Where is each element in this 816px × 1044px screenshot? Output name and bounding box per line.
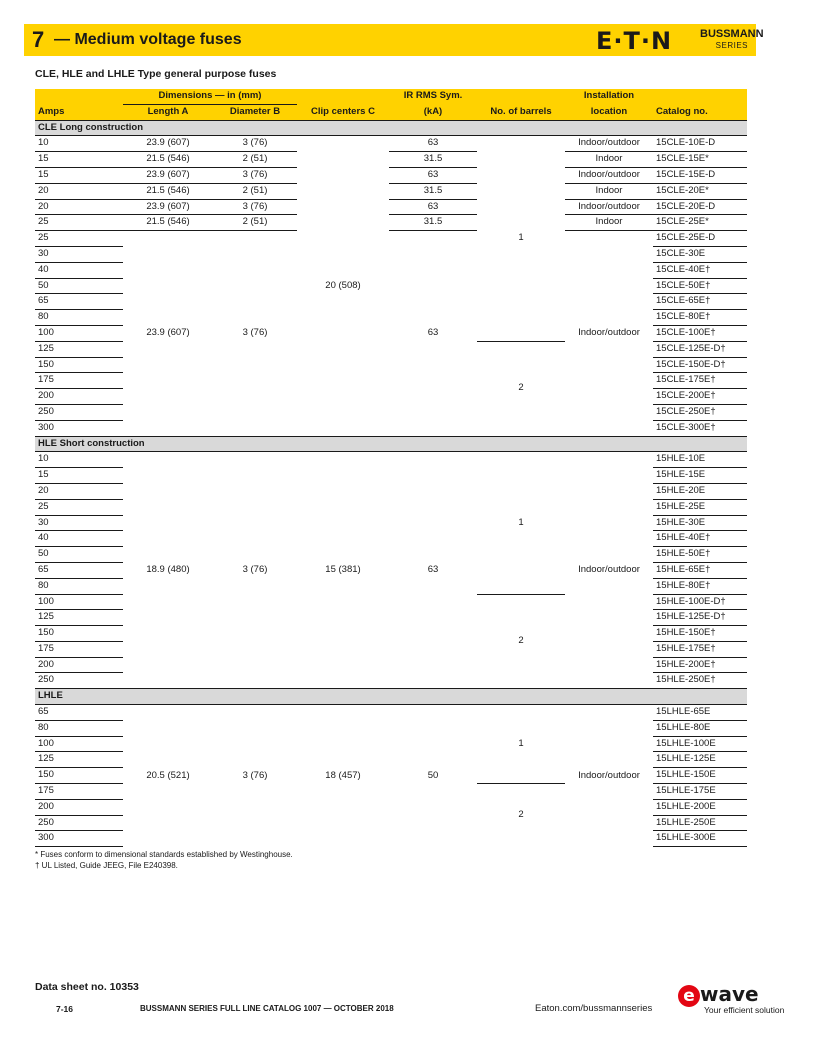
amps-cell: 175	[35, 373, 123, 389]
catalog-cell: 15HLE-25E	[653, 499, 747, 515]
location-cell: Indoor	[565, 152, 653, 168]
catalog-cell: 15CLE-300E†	[653, 420, 747, 436]
header-row-2	[35, 104, 747, 120]
location-cell: Indoor	[565, 183, 653, 199]
catalog-cell: 15HLE-40E†	[653, 531, 747, 547]
header-diameter: Diameter B	[213, 104, 297, 120]
catalog-cell: 15CLE-10E-D	[653, 136, 747, 152]
catalog-cell: 15CLE-40E†	[653, 262, 747, 278]
amps-cell: 150	[35, 357, 123, 373]
table-row	[35, 167, 747, 183]
brand-sub: SERIES	[715, 41, 748, 50]
amps-cell: 15	[35, 167, 123, 183]
catalog-cell: 15HLE-175E†	[653, 641, 747, 657]
amps-cell: 65	[35, 705, 123, 721]
amps-cell: 175	[35, 641, 123, 657]
location-cell: Indoor/outdoor	[578, 563, 640, 575]
chapter-number: 7	[32, 27, 45, 52]
catalog-cell: 15LHLE-65E	[653, 705, 747, 721]
clip-cell: 15 (381)	[325, 563, 361, 575]
catalog-cell: 15HLE-10E	[653, 452, 747, 468]
group-label-hle: HLE Short construction	[35, 436, 747, 452]
diameter-cell: 3 (76)	[213, 136, 297, 152]
amps-cell: 15	[35, 468, 123, 484]
header-row-1	[35, 89, 747, 104]
diameter-cell: 3 (76)	[213, 199, 297, 215]
ewave-text: wave	[700, 982, 759, 1006]
barrels-cell: 1	[477, 705, 565, 784]
catalog-cell: 15LHLE-100E	[653, 736, 747, 752]
amps-cell: 100	[35, 594, 123, 610]
catalog-cell: 15CLE-25E-D	[653, 231, 747, 247]
group-row	[35, 689, 747, 705]
amps-cell: 20	[35, 199, 123, 215]
amps-cell: 250	[35, 815, 123, 831]
location-cell: Indoor/outdoor	[565, 199, 653, 215]
length-cell: 21.5 (546)	[123, 183, 213, 199]
amps-cell: 20	[35, 483, 123, 499]
catalog-cell: 15CLE-30E	[653, 246, 747, 262]
catalog-cell: 15HLE-250E†	[653, 673, 747, 689]
catalog-cell: 15HLE-100E-D†	[653, 594, 747, 610]
fuse-table	[35, 89, 747, 847]
group-label-lhle: LHLE	[35, 689, 747, 705]
section-title: CLE, HLE and LHLE Type general purpose fuses	[35, 68, 277, 80]
amps-cell: 25	[35, 215, 123, 231]
header-blank	[653, 89, 747, 104]
chapter-title: — Medium voltage fuses	[54, 31, 242, 48]
barrels-cell: 2	[518, 634, 524, 646]
ir-cell: 50	[427, 769, 439, 781]
amps-cell: 125	[35, 610, 123, 626]
location-cell: Indoor	[565, 215, 653, 231]
amps-cell: 200	[35, 799, 123, 815]
catalog-cell: 15CLE-250E†	[653, 404, 747, 420]
length-cell: 23.9 (607)	[146, 326, 190, 338]
amps-cell: 20	[35, 183, 123, 199]
catalog-cell: 15HLE-65E†	[653, 562, 747, 578]
amps-cell: 40	[35, 262, 123, 278]
ir-cell: 31.5	[389, 215, 477, 231]
footnote-ul-listed: † UL Listed, Guide JEEG, File E240398.	[35, 861, 178, 870]
length-cell: 23.9 (607)	[123, 199, 213, 215]
catalog-cell: 15CLE-20E-D	[653, 199, 747, 215]
length-cell: 21.5 (546)	[123, 215, 213, 231]
catalog-cell: 15LHLE-80E	[653, 720, 747, 736]
catalog-cell: 15LHLE-300E	[653, 831, 747, 847]
catalog-cell: 15HLE-200E†	[653, 657, 747, 673]
ir-cell: 63	[427, 563, 439, 575]
amps-cell: 10	[35, 452, 123, 468]
group-row	[35, 120, 747, 136]
catalog-cell: 15HLE-80E†	[653, 578, 747, 594]
catalog-cell: 15LHLE-125E	[653, 752, 747, 768]
catalog-title: BUSSMANN SERIES FULL LINE CATALOG 1007 — OCTOBER 2018	[140, 1004, 394, 1013]
amps-cell: 50	[35, 547, 123, 563]
catalog-cell: 15LHLE-150E	[653, 768, 747, 784]
header-blank	[297, 89, 389, 104]
amps-cell: 30	[35, 515, 123, 531]
eaton-logo: E·T·N	[596, 27, 673, 55]
catalog-cell: 15CLE-20E*	[653, 183, 747, 199]
ir-cell: 63	[427, 326, 439, 338]
header-dimensions: Dimensions — in (mm)	[123, 89, 297, 104]
header-amps: Amps	[35, 104, 123, 120]
amps-cell: 25	[35, 231, 123, 247]
ir-cell: 63	[389, 136, 477, 152]
ir-cell: 63	[389, 167, 477, 183]
catalog-cell: 15HLE-50E†	[653, 547, 747, 563]
table-body	[35, 120, 747, 847]
catalog-cell: 15HLE-15E	[653, 468, 747, 484]
diameter-cell: 3 (76)	[242, 769, 268, 781]
amps-cell: 125	[35, 752, 123, 768]
table-row	[35, 152, 747, 168]
header-ir-rms: IR RMS Sym.	[389, 89, 477, 104]
group-row	[35, 436, 747, 452]
barrels-cell: 2	[518, 382, 524, 394]
diameter-cell: 2 (51)	[213, 215, 297, 231]
amps-cell: 80	[35, 578, 123, 594]
length-cell: 23.9 (607)	[123, 167, 213, 183]
amps-cell: 65	[35, 562, 123, 578]
group-label-cle: CLE Long construction	[35, 120, 747, 136]
diameter-cell: 3 (76)	[213, 167, 297, 183]
brand-name: BUSSMANN	[700, 28, 764, 40]
ir-cell: 31.5	[389, 183, 477, 199]
footer-url[interactable]: Eaton.com/bussmannseries	[535, 1003, 653, 1014]
length-cell: 20.5 (521)	[146, 769, 190, 781]
header-blank	[477, 89, 565, 104]
table-row	[35, 199, 747, 215]
amps-cell: 175	[35, 784, 123, 800]
amps-cell: 15	[35, 152, 123, 168]
catalog-cell: 15CLE-200E†	[653, 389, 747, 405]
amps-cell: 250	[35, 404, 123, 420]
catalog-cell: 15HLE-30E	[653, 515, 747, 531]
catalog-cell: 15CLE-175E†	[653, 373, 747, 389]
diameter-cell: 3 (76)	[242, 563, 268, 575]
amps-cell: 100	[35, 325, 123, 341]
catalog-cell: 15CLE-15E-D	[653, 167, 747, 183]
header-location: location	[565, 104, 653, 120]
amps-cell: 150	[35, 626, 123, 642]
length-cell: 23.9 (607)	[123, 136, 213, 152]
amps-cell: 150	[35, 768, 123, 784]
catalog-cell: 15CLE-150E-D†	[653, 357, 747, 373]
amps-cell: 80	[35, 310, 123, 326]
amps-cell: 100	[35, 736, 123, 752]
chapter-header	[24, 24, 764, 56]
amps-cell: 80	[35, 720, 123, 736]
ir-cell: 31.5	[389, 152, 477, 168]
location-cell: Indoor/outdoor	[578, 326, 640, 338]
amps-cell: 125	[35, 341, 123, 357]
catalog-cell: 15CLE-15E*	[653, 152, 747, 168]
catalog-cell: 15LHLE-175E	[653, 784, 747, 800]
amps-cell: 65	[35, 294, 123, 310]
catalog-cell: 15LHLE-200E	[653, 799, 747, 815]
diameter-cell: 3 (76)	[242, 326, 268, 338]
length-cell: 21.5 (546)	[123, 152, 213, 168]
amps-cell: 30	[35, 246, 123, 262]
catalog-cell: 15CLE-25E*	[653, 215, 747, 231]
catalog-cell: 15CLE-50E†	[653, 278, 747, 294]
header-barrels: No. of barrels	[477, 104, 565, 120]
datasheet-number: Data sheet no. 10353	[35, 981, 139, 993]
bussmann-logo	[700, 28, 764, 51]
amps-cell: 40	[35, 531, 123, 547]
header-installation: Installation	[565, 89, 653, 104]
catalog-cell: 15CLE-100E†	[653, 325, 747, 341]
ewave-tagline: Your efficient solution	[704, 1005, 785, 1015]
amps-cell: 50	[35, 278, 123, 294]
header-clip: Clip centers C	[297, 104, 389, 120]
page-number: 7-16	[56, 1004, 74, 1014]
ewave-e-icon: e	[678, 985, 700, 1007]
clip-cell: 18 (457)	[325, 769, 361, 781]
amps-cell: 300	[35, 831, 123, 847]
ewave-logo	[678, 982, 759, 1007]
header-ir-rms-unit: (kA)	[389, 104, 477, 120]
catalog-cell: 15HLE-125E-D†	[653, 610, 747, 626]
amps-cell: 300	[35, 420, 123, 436]
table-row	[35, 215, 747, 231]
catalog-cell: 15CLE-125E-D†	[653, 341, 747, 357]
table-row	[35, 452, 747, 468]
catalog-cell: 15HLE-150E†	[653, 626, 747, 642]
catalog-cell: 15HLE-20E	[653, 483, 747, 499]
table-row	[35, 705, 747, 721]
catalog-cell: 15CLE-80E†	[653, 310, 747, 326]
diameter-cell: 2 (51)	[213, 183, 297, 199]
header-blank	[35, 89, 123, 104]
table-row	[35, 183, 747, 199]
table-row	[35, 136, 747, 152]
location-cell: Indoor/outdoor	[565, 167, 653, 183]
ir-cell: 63	[389, 199, 477, 215]
clip-cell: 20 (508)	[325, 279, 361, 291]
amps-cell: 200	[35, 657, 123, 673]
amps-cell: 200	[35, 389, 123, 405]
barrels-cell: 1	[477, 452, 565, 594]
amps-cell: 10	[35, 136, 123, 152]
amps-cell: 250	[35, 673, 123, 689]
catalog-cell: 15LHLE-250E	[653, 815, 747, 831]
footnote-westinghouse: * Fuses conform to dimensional standards established by Westinghouse.	[35, 850, 293, 859]
catalog-cell: 15CLE-65E†	[653, 294, 747, 310]
amps-cell: 25	[35, 499, 123, 515]
barrels-cell: 1	[477, 136, 565, 341]
length-cell: 18.9 (480)	[146, 563, 190, 575]
table-row	[35, 231, 747, 247]
location-cell: Indoor/outdoor	[565, 136, 653, 152]
barrels-cell: 2	[518, 809, 524, 820]
location-cell: Indoor/outdoor	[578, 769, 640, 781]
header-length: Length A	[123, 104, 213, 120]
diameter-cell: 2 (51)	[213, 152, 297, 168]
header-catalog: Catalog no.	[653, 104, 747, 120]
